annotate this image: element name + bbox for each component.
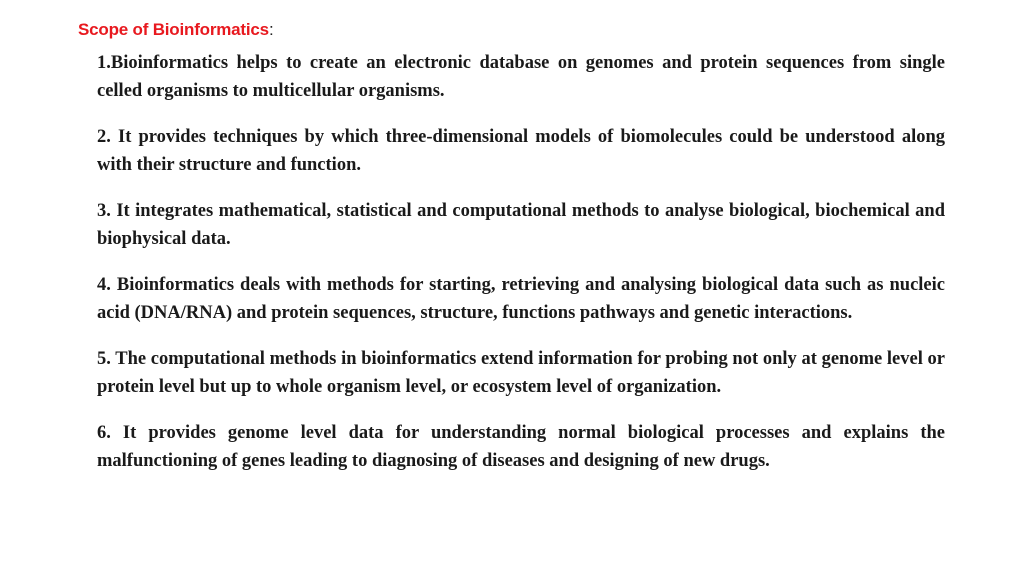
point-1: 1.Bioinformatics helps to create an electronic database on genomes and protein sequences from single celled organisms to multicellular organisms. [97, 53, 945, 101]
point-2: 2. It provides techniques by which three-dimensional models of biomolecules could be understood along with their structure and function. [97, 127, 945, 175]
point-3: 3. It integrates mathematical, statistical and computational methods to analyse biological, biochemical and biophysical data. [97, 201, 945, 249]
point-4: 4. Bioinformatics deals with methods for starting, retrieving and analysing biological data such as nucleic acid (DNA/RNA) and protein sequences, structure, functions pathways and genetic interactions. [97, 275, 945, 323]
slide-heading [78, 20, 273, 40]
points-list [97, 50, 945, 494]
point-6: 6. It provides genome level data for understanding normal biological processes and explains the malfunctioning of genes leading to diagnosing of diseases and designing of new drugs. [97, 423, 945, 471]
heading-title: Scope of Bioinformatics [78, 20, 269, 39]
heading-colon: : [268, 20, 274, 39]
point-5: 5. The computational methods in bioinformatics extend information for probing not only at genome level or protein level but up to whole organism level, or ecosystem level of organization. [97, 349, 945, 397]
